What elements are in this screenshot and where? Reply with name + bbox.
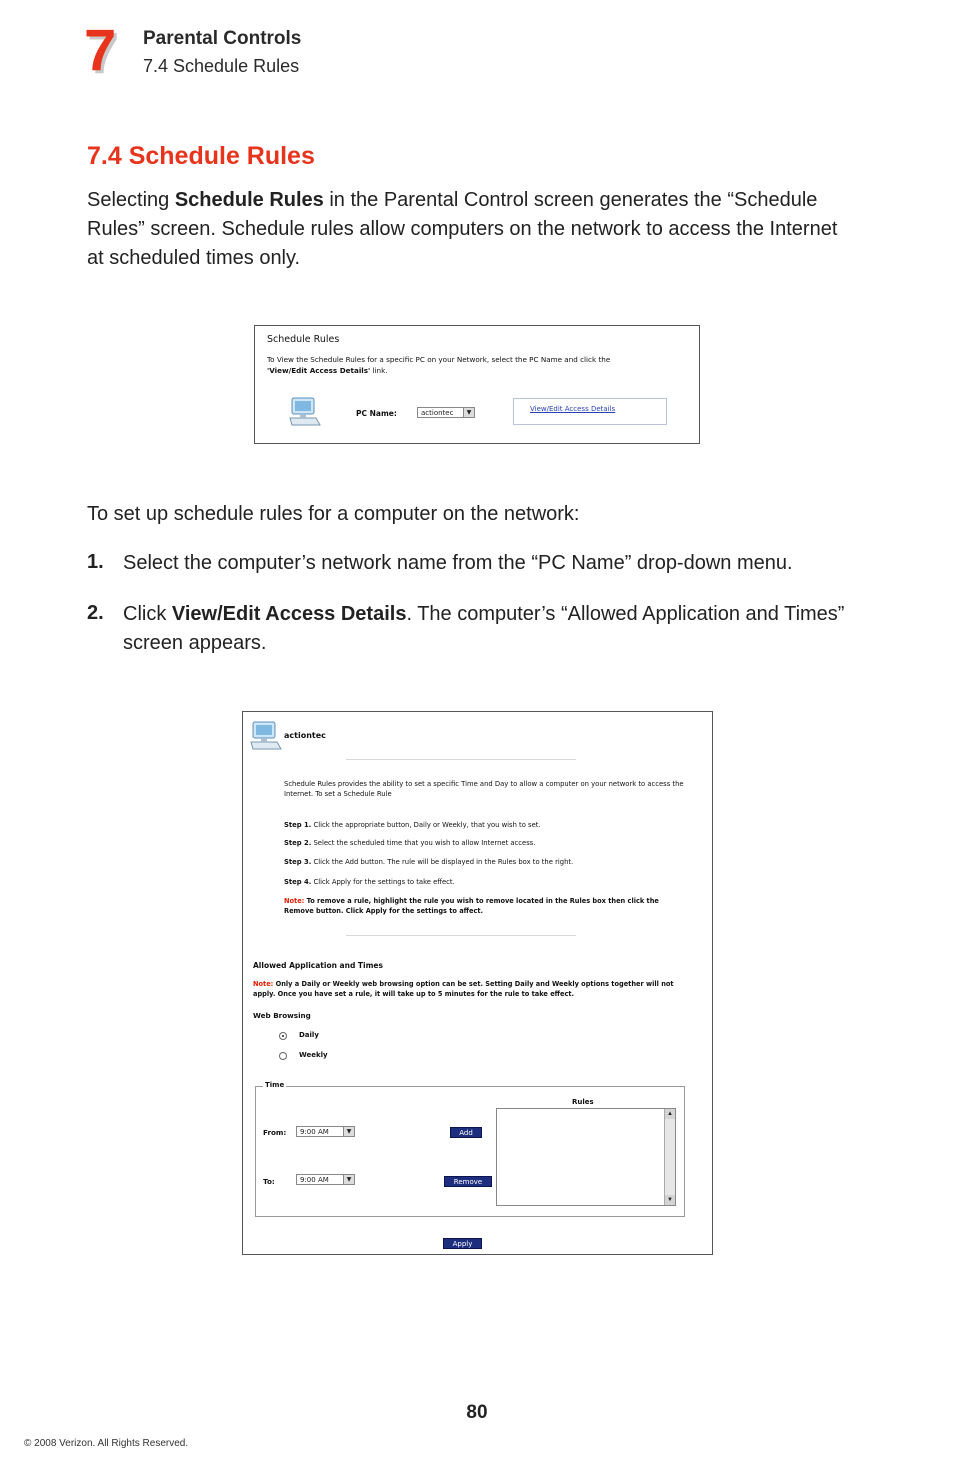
daily-radio[interactable] xyxy=(279,1032,287,1040)
chevron-down-icon: ▼ xyxy=(463,408,474,417)
time-legend: Time xyxy=(265,1081,285,1089)
computer-icon xyxy=(288,396,322,428)
scroll-up-icon[interactable]: ▲ xyxy=(665,1109,675,1119)
chapter-title: Parental Controls xyxy=(143,28,302,49)
web-browsing-label: Web Browsing xyxy=(253,1011,311,1020)
weekly-radio-label: Weekly xyxy=(299,1051,328,1059)
view-edit-access-link[interactable]: View/Edit Access Details xyxy=(530,405,616,413)
intro-suffix: in the Parental Control screen generates the “Schedule Rules” screen. Schedule rules allow computers on the network to access the Internet at scheduled times only. xyxy=(87,189,838,269)
copyright-text: © 2008 Verizon. All Rights Reserved. xyxy=(24,1438,189,1449)
divider xyxy=(346,935,576,936)
rules-listbox[interactable] xyxy=(496,1108,676,1206)
step-2-suffix: . The computer’s “Allowed Application and Times” screen appears. xyxy=(123,603,845,654)
add-button[interactable]: Add xyxy=(450,1127,482,1138)
step-label: Step 2. xyxy=(284,839,312,847)
schedule-description: Schedule Rules provides the ability to set a specific Time and Day to allow a computer on your network to access the Internet. To set a Schedule Rule xyxy=(284,780,684,798)
to-label: To: xyxy=(263,1177,275,1186)
section-title: 7.4 Schedule Rules xyxy=(87,142,315,170)
chevron-down-icon: ▼ xyxy=(343,1175,354,1184)
divider xyxy=(346,759,576,760)
step-text: Select the scheduled time that you wish to allow Internet access. xyxy=(311,839,536,847)
scroll-down-icon[interactable]: ▼ xyxy=(665,1195,675,1205)
to-time-value: 9:00 AM xyxy=(300,1176,329,1184)
step-text: Click the Add button. The rule will be displayed in the Rules box to the right. xyxy=(311,858,574,866)
to-time-select[interactable] xyxy=(296,1174,355,1185)
step-text: Click the appropriate button, Daily or Weekly, that you wish to set. xyxy=(311,821,541,829)
step-2-prefix: Click xyxy=(123,603,172,625)
instruction-suffix: link. xyxy=(370,366,388,375)
link-box xyxy=(513,398,667,425)
pc-name-select[interactable] xyxy=(417,407,475,418)
chapter-number: 7 xyxy=(84,18,117,83)
allowed-application-screenshot xyxy=(242,711,713,1255)
instruction-line2 xyxy=(267,366,388,375)
pc-name-heading: actiontec xyxy=(284,731,326,740)
note-text: To remove a rule, highlight the rule you wish to remove located in the Rules box then click the Remove button. Click Apply for the settings to affect. xyxy=(284,897,659,915)
step-label: Step 4. xyxy=(284,878,312,886)
step-2-bold: View/Edit Access Details xyxy=(171,603,407,625)
instruction-step-4 xyxy=(284,878,455,886)
instruction-step-2 xyxy=(284,839,535,847)
instruction-step-3 xyxy=(284,858,573,866)
step-text: Click Apply for the settings to take effect. xyxy=(311,878,455,886)
apply-button[interactable]: Apply xyxy=(443,1238,482,1249)
intro-bold: Schedule Rules xyxy=(174,189,324,211)
section-reference: 7.4 Schedule Rules xyxy=(143,56,300,76)
intro-paragraph xyxy=(87,186,847,273)
instruction-step-1 xyxy=(284,821,541,829)
page-number: 80 xyxy=(466,1402,488,1423)
schedule-rules-screenshot xyxy=(254,325,700,444)
instruction-line1: To View the Schedule Rules for a specific PC on your Network, select the PC Name and click the xyxy=(267,355,611,364)
setup-intro: To set up schedule rules for a computer on the network: xyxy=(87,503,580,525)
step-1-text: Select the computer’s network name from the “PC Name” drop-down menu. xyxy=(123,552,793,574)
instruction-bold: 'View/Edit Access Details' xyxy=(267,366,371,375)
rules-label: Rules xyxy=(572,1098,594,1106)
step-label: Step 3. xyxy=(284,858,312,866)
from-time-value: 9:00 AM xyxy=(300,1128,329,1136)
note-text: Only a Daily or Weekly web browsing option can be set. Setting Daily and Weekly options together will not apply. Once you have set a rule, it will take up to 5 minutes for the rule to take effect. xyxy=(253,980,674,998)
daily-weekly-note xyxy=(253,979,693,999)
rules-scrollbar[interactable] xyxy=(664,1109,675,1205)
from-time-select[interactable] xyxy=(296,1126,355,1137)
step-2-number: 2. xyxy=(87,602,104,624)
pc-name-label: PC Name: xyxy=(356,409,397,418)
note-label: Note: xyxy=(253,980,274,988)
computer-icon xyxy=(249,720,283,752)
note-label: Note: xyxy=(284,897,305,905)
weekly-radio[interactable] xyxy=(279,1052,287,1060)
chevron-down-icon: ▼ xyxy=(343,1127,354,1136)
from-label: From: xyxy=(263,1128,287,1137)
step-2-text xyxy=(123,600,853,658)
step-label: Step 1. xyxy=(284,821,312,829)
intro-prefix: Selecting xyxy=(87,189,175,211)
pc-name-value: actiontec xyxy=(421,409,454,417)
schedule-rules-title: Schedule Rules xyxy=(267,334,340,345)
remove-rule-note xyxy=(284,896,684,916)
remove-button[interactable]: Remove xyxy=(444,1176,492,1187)
step-1-number: 1. xyxy=(87,551,104,573)
daily-radio-label: Daily xyxy=(299,1031,319,1039)
allowed-application-title: Allowed Application and Times xyxy=(253,961,383,970)
